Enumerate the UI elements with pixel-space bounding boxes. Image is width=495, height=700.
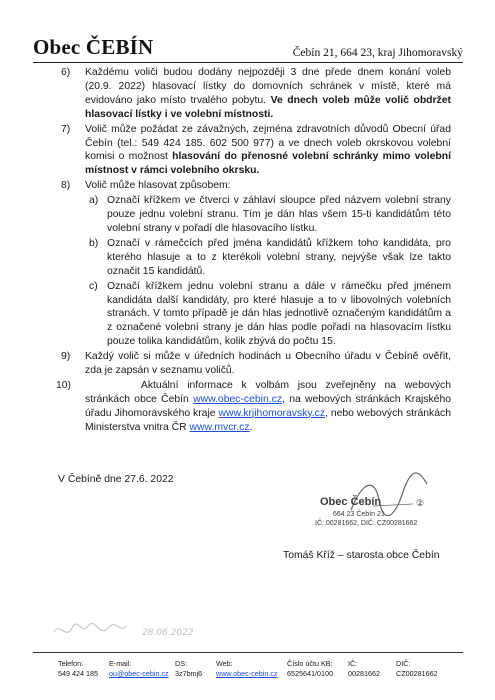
- footer-dic: [396, 659, 438, 678]
- item-text: .: [249, 421, 253, 433]
- footer-label: DS:: [175, 659, 187, 668]
- footer-email: [109, 659, 169, 678]
- sub-item-text: Označí v rámečcích před jména kandidátů křížkem toho kandidáta, pro kterého hlasuje a to z kterékoli volební strany, nejvýše však lze takto označit 15 kandidátů.: [107, 237, 451, 277]
- footer-value: 00281662: [348, 668, 380, 678]
- footer-label: DIČ:: [396, 659, 411, 668]
- list-item-8: [61, 179, 451, 349]
- official-stamp: [310, 496, 440, 546]
- sub-item-text: Označí křížkem jednu volební stranu a dále v rámečku před jménem kandidáta další kandidáty, pro které hlasuje a to v libovolných volebních stranách. V tomto případě je dán hlas jednotlivě označeným kandidátům a z označené volební strany je dán hlas podle pořadí na hlasovacím lístku pouze tolika kandidátům, kolik zbývá do počtu 15.: [107, 280, 451, 348]
- item-number: 8): [61, 180, 71, 192]
- footer-phone: [58, 659, 98, 678]
- stamp-ids: IČ: 00281662, DIČ: CZ00281662: [315, 520, 418, 527]
- footer-divider: [33, 652, 463, 653]
- footer-value: 3z7bmj6: [175, 668, 203, 678]
- footer-email-link[interactable]: ou@obec-cebin.cz: [109, 668, 169, 678]
- item-text: stránkách obce Čebín: [85, 393, 194, 405]
- item-text: , na webových stránkách Krajského úřadu Jihomoravského kraje: [85, 393, 452, 419]
- list-item-6: [61, 66, 451, 122]
- item-number: 9): [61, 351, 71, 363]
- item-text: Každý volič si může v úředních hodinách u Obecního úřadu v Čebíně ověřit, zda je zapsán v seznamu voličů.: [85, 351, 451, 377]
- footer-ic: [348, 659, 380, 678]
- link-krjihomoravsky[interactable]: www.krjihomoravsky.cz: [218, 407, 326, 419]
- item-number: 7): [61, 123, 71, 135]
- sub-item-letter: c): [89, 280, 98, 292]
- sub-item-letter: b): [89, 237, 99, 249]
- link-obec-cebin[interactable]: www.obec-cebin.cz: [193, 393, 283, 405]
- municipality-address: Čebín 21, 664 23, kraj Jihomoravský: [292, 47, 463, 59]
- item-text: Každému voliči budou dodány nejpozději 3 dne přede dnem konání voleb (20.9. 2022) hlasovací lístky do domovních schránek v místě, které má evidováno jako místo trvalého pobytu.: [85, 67, 451, 106]
- sub-item-c: [85, 280, 451, 350]
- item-number: 6): [61, 67, 71, 78]
- item-text: Aktuální informace k volbám jsou zveřejněny na webových: [140, 379, 451, 391]
- item-10-first-line: [56, 379, 451, 393]
- sub-item-b: [85, 237, 451, 279]
- link-mvcr[interactable]: www.mvcr.cz: [189, 421, 250, 433]
- letterhead: [33, 36, 463, 62]
- footer-label: Web:: [216, 659, 233, 668]
- footer-web-link[interactable]: www.obec-cebin.cz: [216, 668, 278, 678]
- item-text: , nebo webových stránkách Ministerstva vnitra ČR: [85, 407, 451, 433]
- stamp-address: 664 23 Čebín 21: [333, 511, 385, 518]
- list-item-9: [61, 350, 451, 378]
- footer-value: 6525641/0100: [287, 668, 333, 678]
- item-bold-text: hlasování do přenosné volební schránky mimo volební místnost v rámci volebního okrsku.: [85, 151, 451, 177]
- footer-label: E-mail:: [109, 659, 132, 668]
- sub-item-letter: a): [89, 195, 99, 207]
- notice-body: [56, 66, 452, 436]
- handwritten-receipt-note: [52, 618, 252, 642]
- item-10-rest: [61, 393, 451, 435]
- list-item-7: [61, 123, 451, 179]
- item-text: Volič může hlasovat způsobem:: [85, 180, 231, 192]
- footer-value: CZ00281662: [396, 668, 438, 678]
- list-item-10: [56, 379, 452, 435]
- municipality-title: Obec ČEBÍN: [33, 35, 154, 59]
- item-text: Volič může požádat ze závažných, zejména zdravotních důvodů Obecní úřad Čebín (tel.: 549 424 185. 602 500 977) a ve dnech voleb okrskovou volební komisi o možnost: [85, 123, 451, 163]
- footer-label: Číslo účtu KB:: [287, 659, 333, 668]
- item-number: 10): [56, 379, 72, 391]
- item-bold-text: Ve dnech voleb může volič obdržet hlasovací lístky i ve volební místnosti.: [85, 94, 451, 120]
- stamp-mark: ②: [416, 498, 425, 508]
- footer-value: 549 424 185: [58, 668, 98, 678]
- signatory-name: Tomáš Kříž – starosta obce Čebín: [283, 550, 440, 561]
- footer-web: [216, 659, 278, 678]
- header-divider: [33, 62, 463, 63]
- sub-item-text: Označí křížkem ve čtverci v záhlaví sloupce před názvem volební strany pouze jednu volební stranu. Tím je dán hlas všem 15-ti kandidátům této volební strany v pořadí dle hlasovacího lístku.: [107, 195, 451, 234]
- sub-item-a: [85, 194, 451, 236]
- footer-account: [287, 659, 333, 678]
- footer-label: Telefon:: [58, 659, 84, 668]
- document-date: V Čebíně dne 27.6. 2022: [58, 474, 174, 485]
- handwritten-date: 28.06.2022: [142, 628, 194, 638]
- stamp-name: Obec Čebín: [320, 496, 382, 508]
- footer-ds: [175, 659, 202, 678]
- footer-label: IČ:: [348, 659, 358, 668]
